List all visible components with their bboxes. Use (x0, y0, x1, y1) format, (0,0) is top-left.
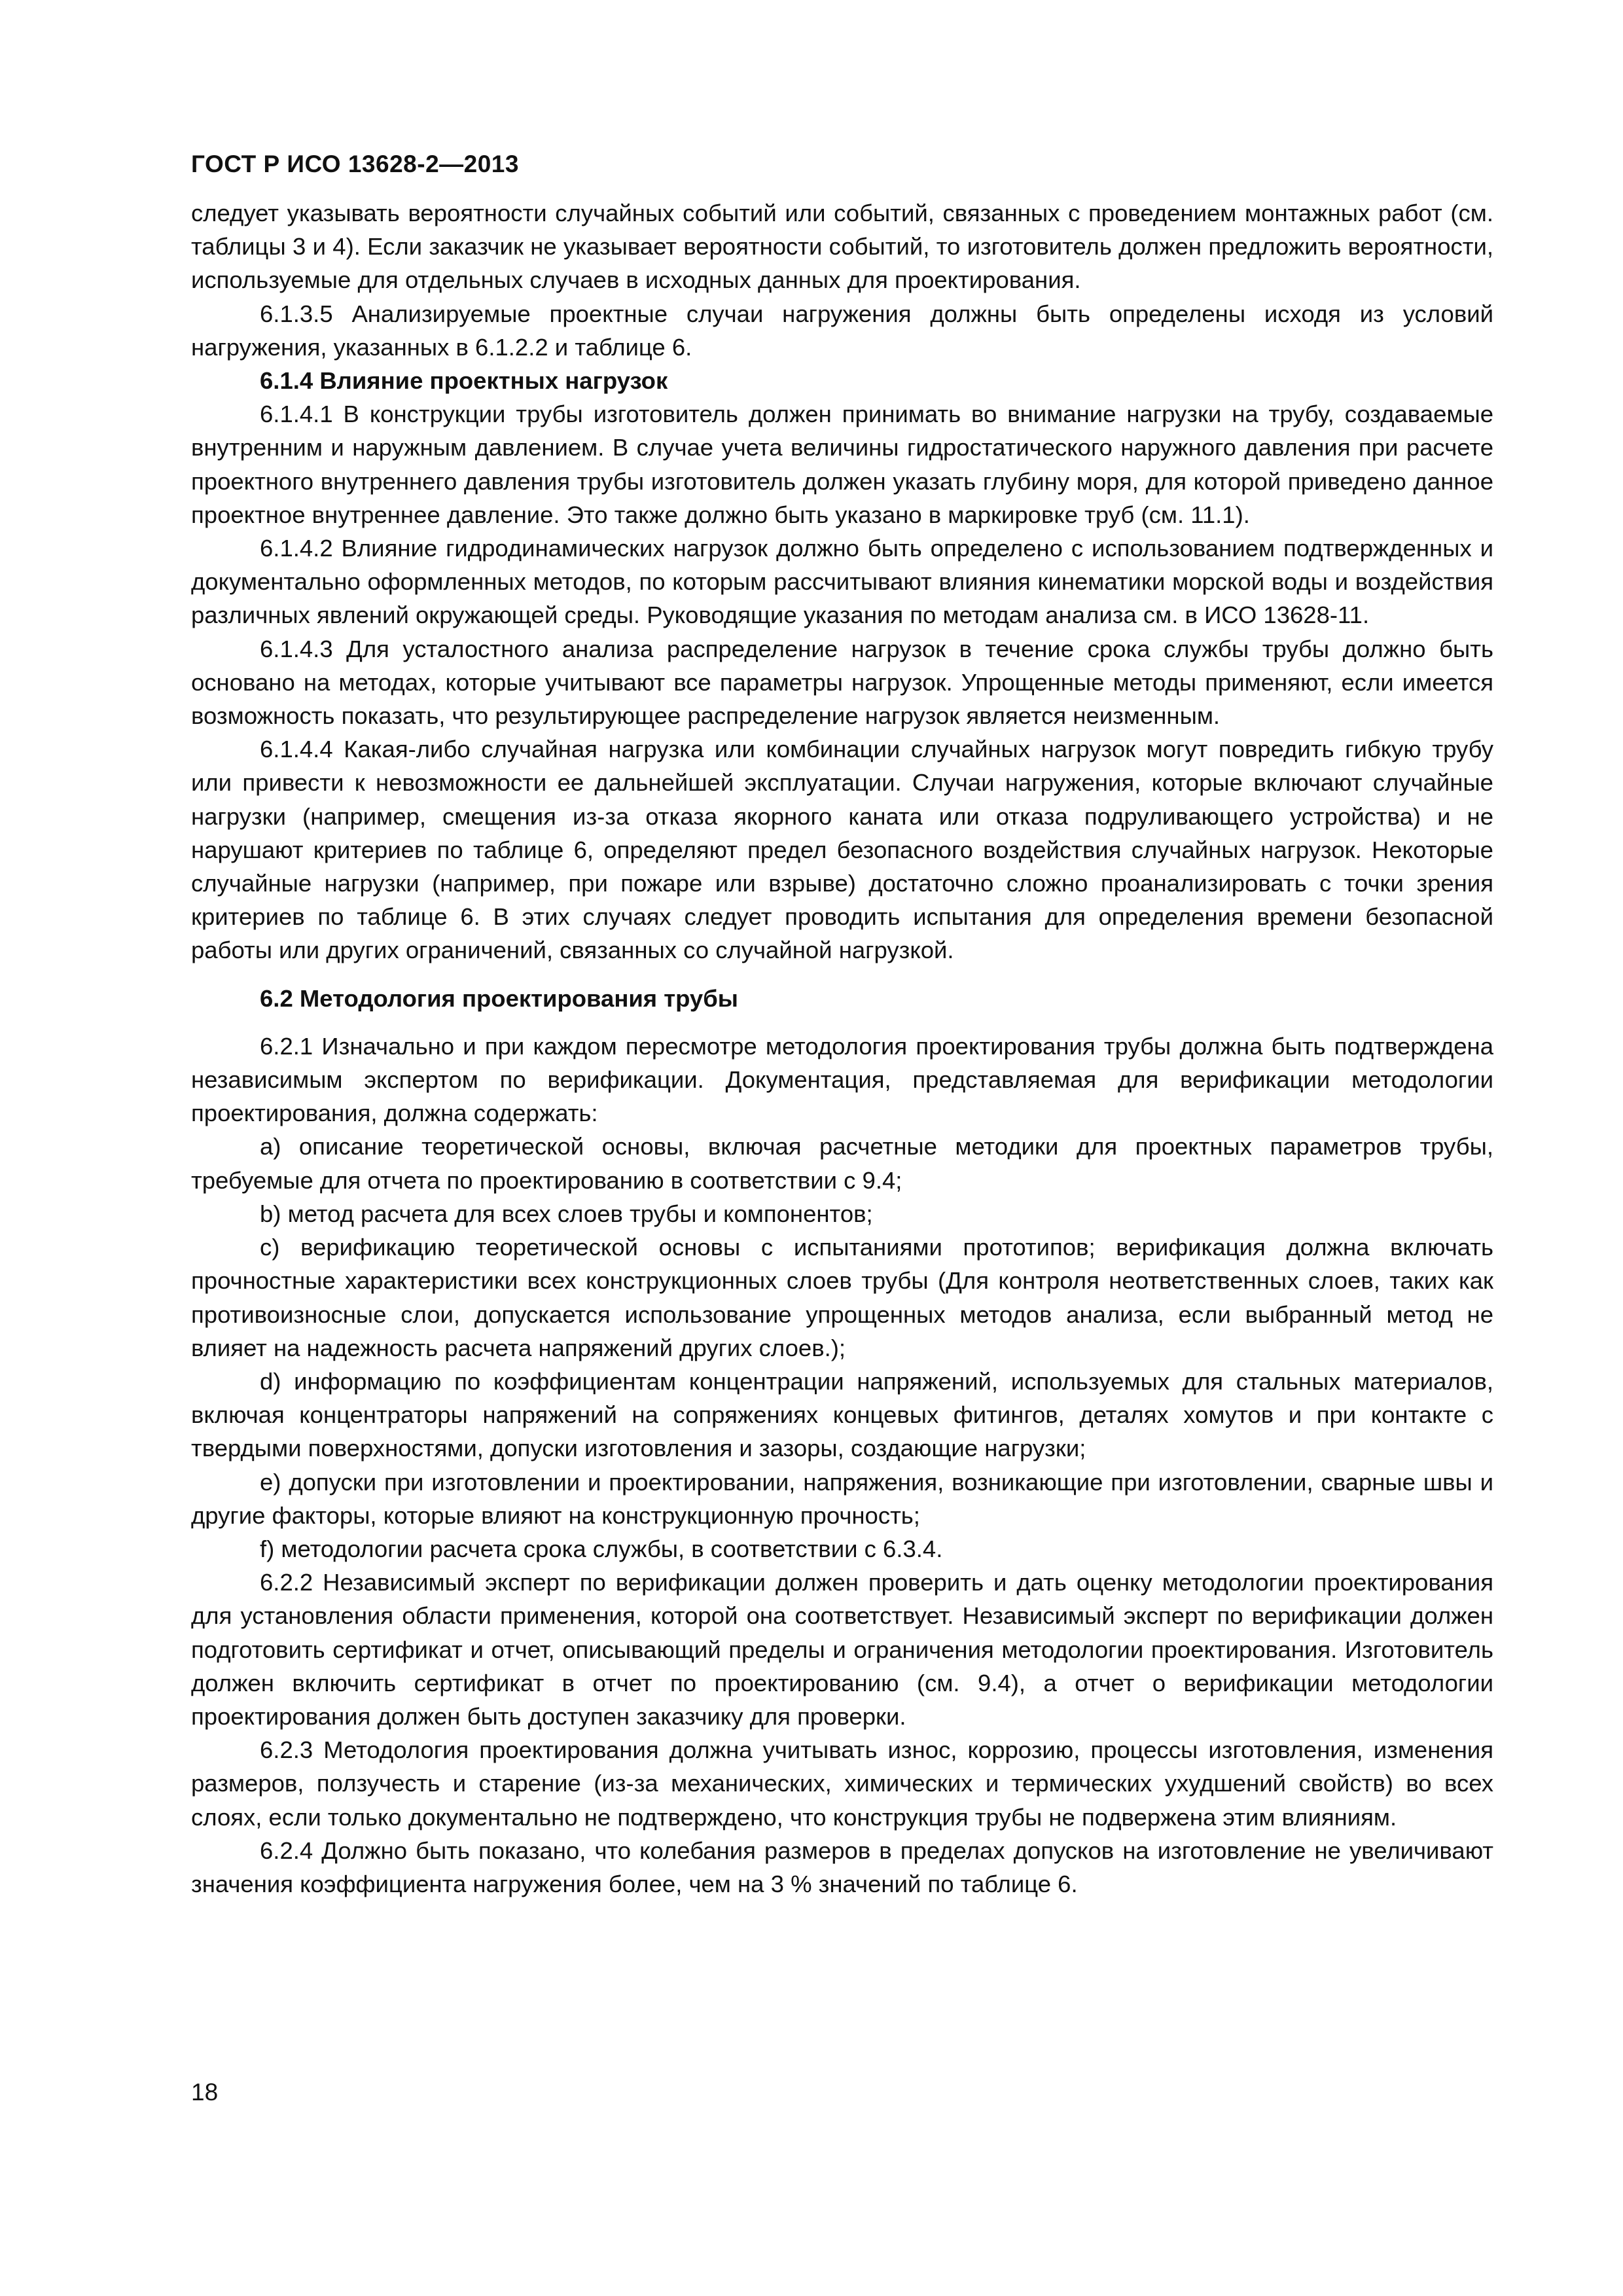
page-number: 18 (191, 2079, 219, 2106)
paragraph-6-1-4-4: 6.1.4.4 Какая-либо случайная нагрузка или комбинации случайных нагрузок могут повредить гибкую трубу или привести к невозможности ее дальнейшей эксплуатации. Случаи нагружения, которые включают случайные нагрузки (например, смещения из-за отказа якорного каната или отказа подруливающего устройства) и не нарушают критериев по таблице 6, определяют предел безопасного воздействия случайных нагрузок. Некоторые случайные нагрузки (например, при пожаре или взрыве) достаточно сложно проанализировать с точки зрения критериев по таблице 6. В этих случаях следует проводить испытания для определения времени безопасной работы или других ограничений, связанных со случайной нагрузкой. (191, 736, 1493, 964)
paragraph-6-1-4-2: 6.1.4.2 Влияние гидродинамических нагрузок должно быть определено с использованием подтвержденных и документально оформленных методов, по которым рассчитывают влияния кинематики морской воды и воздействия различных явлений окружающей среды. Руководящие указания по методам анализа см. в ИСО 13628-11. (191, 535, 1493, 629)
paragraph-6-2-4: 6.2.4 Должно быть показано, что колебания размеров в пределах допусков на изготовление не увеличивают значения коэффициента нагружения более, чем на 3 % значений по таблице 6. (191, 1837, 1493, 1897)
list-item-b: b) метод расчета для всех слоев трубы и компонентов; (260, 1200, 873, 1227)
list-item-d: d) информацию по коэффициентам концентрации напряжений, используемых для стальных материалов, включая концентраторы напряжений на сопряжениях концевых фитингов, деталях хомутов и при контакте с твердыми поверхностями, допуски изготовления и зазоры, создающие нагрузки; (191, 1367, 1493, 1462)
list-item-f: f) методологии расчета срока службы, в соответствии с 6.3.4. (260, 1535, 943, 1562)
section-heading-6-2: 6.2 Методология проектирования трубы (260, 984, 738, 1012)
list-item-e: e) допуски при изготовлении и проектировании, напряжения, возникающие при изготовлении, сварные швы и другие факторы, которые влияют на конструкционную прочность; (191, 1468, 1493, 1529)
paragraph-6-1-4-3: 6.1.4.3 Для усталостного анализа распределение нагрузок в течение срока службы трубы должно быть основано на методах, которые учитывают все параметры нагрузок. Упрощенные методы применяют, если имеется возможность показать, что результирующее распределение нагрузок является неизменным. (191, 635, 1493, 730)
paragraph-6-2-2: 6.2.2 Независимый эксперт по верификации должен проверить и дать оценку методологии проектирования для установления области применения, которой она соответствует. Независимый эксперт по верификации должен подготовить сертификат и отчет, описывающий пределы и ограничения методологии проектирования. Изготовитель должен включить сертификат в отчет по проектированию (см. 9.4), а отчет о верификации методологии проектирования должен быть доступен заказчику для проверки. (191, 1569, 1493, 1730)
list-item-c: c) верификацию теоретической основы с испытаниями прототипов; верификация должна включать прочностные характеристики всех конструкционных слоев трубы (Для контроля неответственных слоев, таких как противоизносные слои, допускается использование упрощенных методов анализа, если выбранный метод не влияет на надежность расчета напряжений других слоев.); (191, 1234, 1493, 1361)
list-item-a: a) описание теоретической основы, включая расчетные методики для проектных параметров трубы, требуемые для отчета по проектированию в соответствии с 9.4; (191, 1133, 1493, 1194)
paragraph-continuation: следует указывать вероятности случайных событий или событий, связанных с проведением монтажных работ (см. таблицы 3 и 4). Если заказчик не указывает вероятности событий, то изготовитель должен предложить вероятности, используемые для отдельных случаев в исходных данных для проектирования. (191, 200, 1493, 294)
paragraph-6-2-1: 6.2.1 Изначально и при каждом пересмотре методология проектирования трубы должна быть подтверждена независимым экспертом по верификации. Документация, представляемая для верификации методологии проектирования, должна содержать: (191, 1032, 1493, 1127)
paragraph-6-1-3-5: 6.1.3.5 Анализируемые проектные случаи нагружения должны быть определены исходя из условий нагружения, указанных в 6.1.2.2 и таблице 6. (191, 300, 1493, 361)
paragraph-6-2-3: 6.2.3 Методология проектирования должна учитывать износ, коррозию, процессы изготовления, изменения размеров, ползучесть и старение (из-за механических, химических и термических ухудшений свойств) во всех слоях, если только документально не подтверждено, что конструкция трубы не подвержена этим влияниям. (191, 1736, 1493, 1831)
paragraph-6-1-4-1: 6.1.4.1 В конструкции трубы изготовитель должен принимать во внимание нагрузки на трубу, создаваемые внутренним и наружным давлением. В случае учета величины гидростатического наружного давления при расчете проектного внутреннего давления трубы изготовитель должен указать глубину моря, для которой приведено данное проектное внутреннее давление. Это также должно быть указано в маркировке труб (см. 11.1). (191, 401, 1493, 528)
section-heading-6-1-4: 6.1.4 Влияние проектных нагрузок (260, 367, 668, 395)
document-body (191, 196, 1493, 1901)
document-header: ГОСТ Р ИСО 13628-2—2013 (191, 151, 519, 177)
